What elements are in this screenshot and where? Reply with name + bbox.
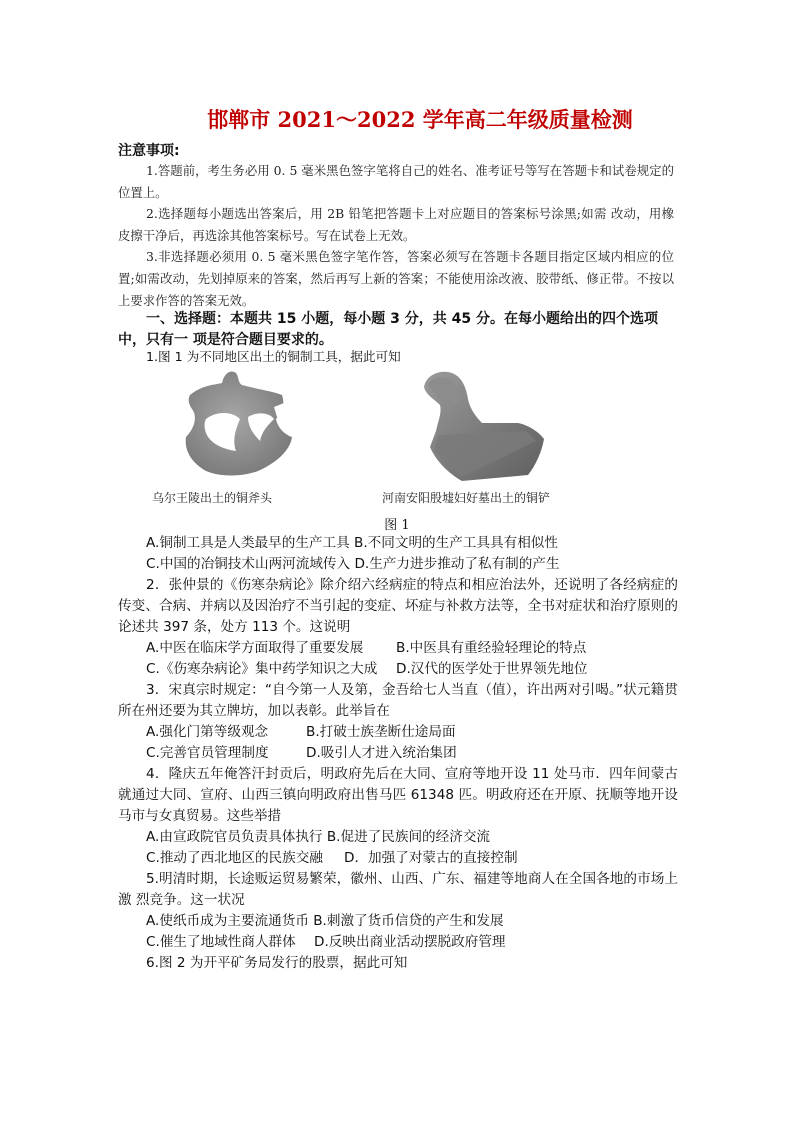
option-c: C.《伤寒杂病论》集中药学知识之大成: [146, 661, 378, 677]
option-c: C.推动了西北地区的民族交融: [146, 850, 323, 866]
page-title: 邯郸市 2021～2022 学年高二年级质量检测: [207, 107, 633, 132]
question-2-stem: 2．张仲景的《伤寒杂病论》除介绍六经病症的特点和相应治法外，还说明了各经病症的传变、合病、并病以及因治疗不当引起的变症、坏症与补救方法等，全书对症状和治疗原则的论述共 397 条，处方 113 个。这说明: [118, 577, 678, 635]
option-b: B.打破士族垄断仕途局面: [306, 724, 456, 740]
question-2-options-ab: [146, 638, 586, 659]
question-5-stem: 5.明清时期，长途贩运贸易繁荣，徽州、山西、广东、福建等地商人在全国各地的市场上激 烈竞争。这一状况: [118, 871, 678, 908]
question-1-options-ab: A.铜制工具是人类最早的生产工具 B.不同文明的生产工具具有相似性: [146, 535, 558, 551]
option-b: B.中医具有重经验轻理论的特点: [396, 640, 587, 656]
question-4-options-cd: [146, 848, 518, 869]
question-3-stem: 3．宋真宗时规定：“自今第一人及第，金吾给七人当直（值），许出两对引喝。”状元籍贯所在州还要为其立牌坊，加以表彰。此举旨在: [118, 682, 678, 719]
copper-axe-image: [176, 367, 298, 479]
note-item-1: 1.答题前，考生务必用 0. 5 毫米黑色签字笔将自己的姓名、准考证号等写在答题卡和试卷规定的位置上。: [118, 163, 674, 200]
option-c: C.催生了地域性商人群体: [146, 934, 296, 950]
question-4-stem: 4．隆庆五年俺答汗封贡后，明政府先后在大同、宣府等地开设 11 处马市．四年间蒙古就通过大同、宣府、山西三镇向明政府出售马匹 61348 匹。明政府还在开原、抚顺等地开设马市与女真贸易。这些举措: [118, 766, 678, 824]
question-5-options-cd: [146, 932, 506, 953]
note-item-2: 2.选择题每小题选出答案后，用 2B 铅笔把答题卡上对应题目的答案标号涂黑;如需 改动，用橡皮擦干净后，再选涂其他答案标号。写在试卷上无效。: [118, 206, 674, 243]
question-3-options-ab: [146, 722, 456, 743]
option-d: D.吸引人才进入统治集团: [306, 745, 457, 761]
figure-caption-left: 乌尔王陵出土的铜斧头: [152, 491, 273, 505]
option-d: D.汉代的医学处于世界领先地位: [396, 661, 588, 677]
question-1-stem: 1.图 1 为不同地区出土的铜制工具，据此可知: [146, 349, 401, 364]
option-a: A.中医在临床学方面取得了重要发展: [146, 640, 364, 656]
question-2-options-cd: [146, 659, 588, 680]
notes-heading: 注意事项:: [118, 143, 180, 159]
option-d: D.反映出商业活动摆脱政府管理: [314, 934, 506, 950]
figure-caption-right: 河南安阳殷墟妇好墓出土的铜铲: [382, 491, 551, 505]
section-heading: 一、选择题：本题共 15 小题，每小题 3 分，共 45 分。在每小题给出的四个选项中，只有一 项是符合题目要求的。: [118, 311, 658, 348]
question-3-options-cd: [146, 743, 457, 764]
note-item-3: 3.非选择题必须用 0. 5 毫米黑色签字笔作答，答案必须写在答题卡各题目指定区域内相应的位置;如需改动，先划掉原来的答案，然后再写上新的答案；不能使用涂改液、胶带纸、修正带。不按以上要求作答的答案无效。: [118, 249, 674, 308]
copper-shovel-image: [418, 365, 550, 483]
question-4-options-ab: A.由宣政院官员负责具体执行 B.促进了民族间的经济交流: [146, 829, 491, 845]
option-d: D．加强了对蒙古的直接控制: [344, 850, 518, 866]
option-a: A.强化门第等级观念: [146, 724, 269, 740]
question-5-options-ab: A.使纸币成为主要流通货币 B.刺激了货币信贷的产生和发展: [146, 913, 504, 929]
figure-label: 图 1: [384, 518, 410, 533]
option-c: C.完善官员管理制度: [146, 745, 269, 761]
question-6-stem: 6.图 2 为开平矿务局发行的股票，据此可知: [146, 955, 408, 971]
question-1-options-cd: C.中国的冶铜技术山两河流域传入 D.生产力进步推动了私有制的产生: [146, 556, 560, 572]
